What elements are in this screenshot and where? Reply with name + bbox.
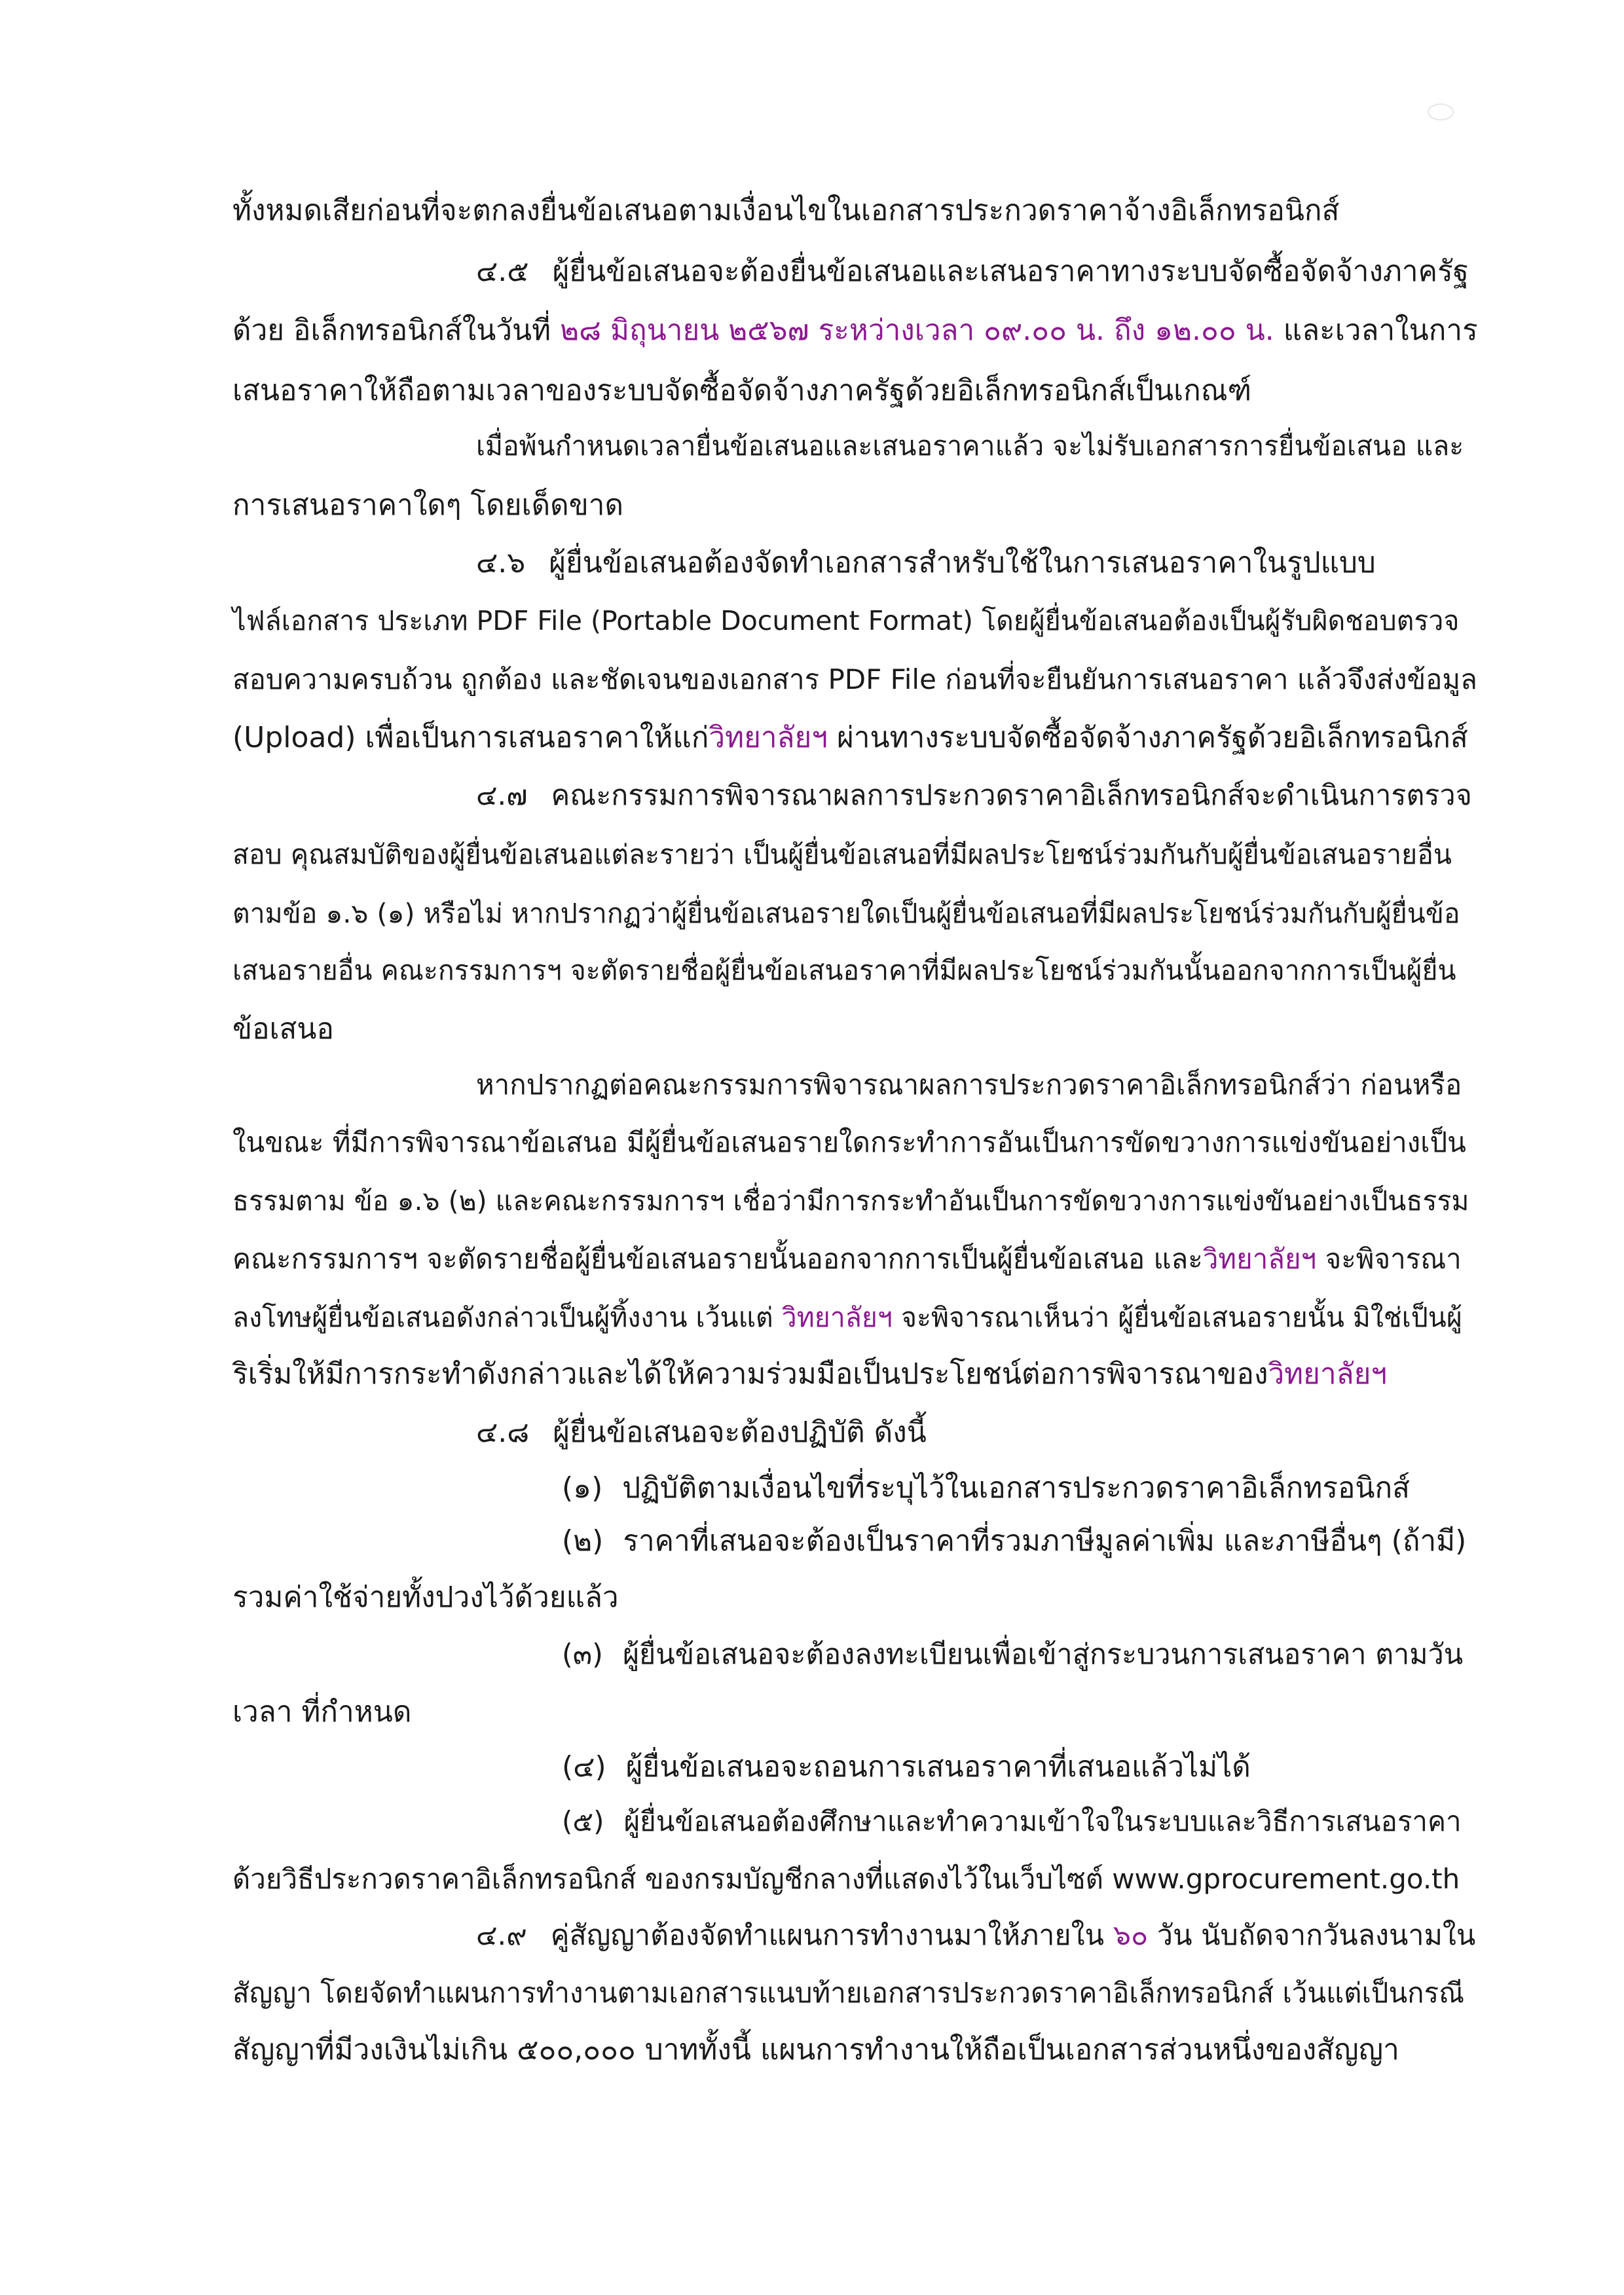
- clause-heading-4-7: ๔.๗ คณะกรรมการพิจารณาผลการประกวดราคาอิเล็กทรอนิกส์จะดำเนินการตรวจ: [476, 779, 1472, 812]
- text-line: สัญญา โดยจัดทำแผนการทำงานตามเอกสารแนบท้ายเอกสารประกวดราคาอิเล็กทรอนิกส์ เว้นแต่เป็นกรณี: [232, 1977, 1465, 2009]
- text-line: ทั้งหมดเสียก่อนที่จะตกลงยื่นข้อเสนอตามเงื่อนไขในเอกสารประกวดราคาจ้างอิเล็กทรอนิกส์: [232, 194, 1340, 227]
- text-line: (Upload) เพื่อเป็นการเสนอราคาให้แก่วิทยาลัยฯ ผ่านทางระบบจัดซื้อจัดจ้างภาครัฐด้วยอิเล็กทรอนิกส์: [232, 721, 1468, 754]
- highlight-days: ๖๐: [1113, 1919, 1149, 1952]
- list-item: (๔) ผู้ยื่นข้อเสนอจะถอนการเสนอราคาที่เสนอแล้วไม่ได้: [562, 1750, 1251, 1784]
- text-line: ไฟล์เอกสาร ประเภท PDF File (Portable Document Format) โดยผู้ยื่นข้อเสนอต้องเป็นผู้รับผิดชอบตรวจ: [232, 605, 1460, 636]
- text-line: ตามข้อ ๑.๖ (๑) หรือไม่ หากปรากฏว่าผู้ยื่นข้อเสนอรายใดเป็นผู้ยื่นข้อเสนอที่มีผลประโยชน์ร่วมกันกับผู้ยื่นข้อ: [232, 898, 1460, 929]
- text-line: คณะกรรมการฯ จะตัดรายชื่อผู้ยื่นข้อเสนอรายนั้นออกจากการเป็นผู้ยื่นข้อเสนอ และวิทยาลัยฯ จะพิจารณา: [232, 1243, 1462, 1275]
- text-line: รวมค่าใช้จ่ายทั้งปวงไว้ด้วยแล้ว: [232, 1581, 619, 1614]
- text-line: ข้อเสนอ: [232, 1012, 334, 1046]
- clause-heading-4-9: ๔.๙ คู่สัญญาต้องจัดทำแผนการทำงานมาให้ภายใน ๖๐ วัน นับถัดจากวันลงนามใน: [476, 1919, 1476, 1952]
- highlight-college: วิทยาลัยฯ: [1268, 1357, 1388, 1391]
- text-line: ลงโทษผู้ยื่นข้อเสนอดังกล่าวเป็นผู้ทิ้งงาน เว้นแต่ วิทยาลัยฯ จะพิจารณาเห็นว่า ผู้ยื่นข้อเสนอรายนั้น มิใช่เป็นผู้: [232, 1302, 1462, 1333]
- text-line: สัญญาที่มีวงเงินไม่เกิน ๕๐๐,๐๐๐ บาททั้งนี้ แผนการทำงานให้ถือเป็นเอกสารส่วนหนึ่งของสัญญา: [232, 2033, 1399, 2066]
- highlight-college: วิทยาลัยฯ: [709, 721, 828, 754]
- list-item: (๒) ราคาที่เสนอจะต้องเป็นราคาที่รวมภาษีมูลค่าเพิ่ม และภาษีอื่นๆ (ถ้ามี): [562, 1524, 1467, 1558]
- text-line: ในขณะ ที่มีการพิจารณาข้อเสนอ มีผู้ยื่นข้อเสนอรายใดกระทำการอันเป็นการขัดขวางการแข่งขันอย่างเป็น: [232, 1126, 1466, 1158]
- highlight-college: วิทยาลัยฯ: [1202, 1243, 1317, 1275]
- text-line: สอบความครบถ้วน ถูกต้อง และชัดเจนของเอกสาร PDF File ก่อนที่จะยืนยันการเสนอราคา แล้วจึงส่งข้อมูล: [232, 663, 1477, 695]
- text-line: เสนอรายอื่น คณะกรรมการฯ จะตัดรายชื่อผู้ยื่นข้อเสนอราคาที่มีผลประโยชน์ร่วมกันนั้นออกจากการเป็นผู้ยื่น: [232, 955, 1456, 986]
- clause-heading-4-8: ๔.๘ ผู้ยื่นข้อเสนอจะต้องปฏิบัติ ดังนี้: [476, 1416, 927, 1449]
- text-line: สอบ คุณสมบัติของผู้ยื่นข้อเสนอแต่ละรายว่า เป็นผู้ยื่นข้อเสนอที่มีผลประโยชน์ร่วมกันกับผู้ยื่นข้อเสนอรายอื่น: [232, 839, 1452, 870]
- highlight-deadline: ๒๘ มิถุนายน ๒๕๖๗ ระหว่างเวลา ๐๙.๐๐ น. ถึง ๑๒.๐๐ น.: [560, 314, 1274, 347]
- text-line: ธรรมตาม ข้อ ๑.๖ (๒) และคณะกรรมการฯ เชื่อว่ามีการกระทำอันเป็นการขัดขวางการแข่งขันอย่างเป็นธรรม: [232, 1185, 1469, 1217]
- text-line: การเสนอราคาใดๆ โดยเด็ดขาด: [232, 488, 624, 522]
- text-line: เวลา ที่กำหนด: [232, 1695, 412, 1729]
- scan-mark: [1428, 103, 1454, 120]
- text-line: เมื่อพ้นกำหนดเวลายื่นข้อเสนอและเสนอราคาแล้ว จะไม่รับเอกสารการยื่นข้อเสนอ และ: [476, 430, 1464, 462]
- clause-heading-4-5: ๔.๕ ผู้ยื่นข้อเสนอจะต้องยื่นข้อเสนอและเสนอราคาทางระบบจัดซื้อจัดจ้างภาครัฐ: [476, 255, 1469, 288]
- list-item: (๓) ผู้ยื่นข้อเสนอจะต้องลงทะเบียนเพื่อเข้าสู่กระบวนการเสนอราคา ตามวัน: [562, 1638, 1464, 1671]
- text-line: หากปรากฏต่อคณะกรรมการพิจารณาผลการประกวดราคาอิเล็กทรอนิกส์ว่า ก่อนหรือ: [476, 1069, 1462, 1101]
- clause-heading-4-6: ๔.๖ ผู้ยื่นข้อเสนอต้องจัดทำเอกสารสำหรับใช้ในการเสนอราคาในรูปแบบ: [476, 546, 1376, 579]
- text-line: เสนอราคาให้ถือตามเวลาของระบบจัดซื้อจัดจ้างภาครัฐด้วยอิเล็กทรอนิกส์เป็นเกณฑ์: [232, 374, 1252, 407]
- highlight-college: วิทยาลัยฯ: [781, 1302, 893, 1333]
- text-line: ด้วยวิธีประกวดราคาอิเล็กทรอนิกส์ ของกรมบัญชีกลางที่แสดงไว้ในเว็บไซต์ www.gprocurement.go.th: [232, 1863, 1460, 1895]
- list-item: (๑) ปฏิบัติตามเงื่อนไขที่ระบุไว้ในเอกสารประกวดราคาอิเล็กทรอนิกส์: [562, 1471, 1410, 1505]
- text-line: ริเริ่มให้มีการกระทำดังกล่าวและได้ให้ความร่วมมือเป็นประโยชน์ต่อการพิจารณาของวิทยาลัยฯ: [232, 1357, 1388, 1391]
- text-line: ด้วย อิเล็กทรอนิกส์ในวันที่ ๒๘ มิถุนายน ๒๕๖๗ ระหว่างเวลา ๐๙.๐๐ น. ถึง ๑๒.๐๐ น. และเวลาในการ: [232, 314, 1478, 347]
- list-item: (๕) ผู้ยื่นข้อเสนอต้องศึกษาและทำความเข้าใจในระบบและวิธีการเสนอราคา: [562, 1805, 1462, 1837]
